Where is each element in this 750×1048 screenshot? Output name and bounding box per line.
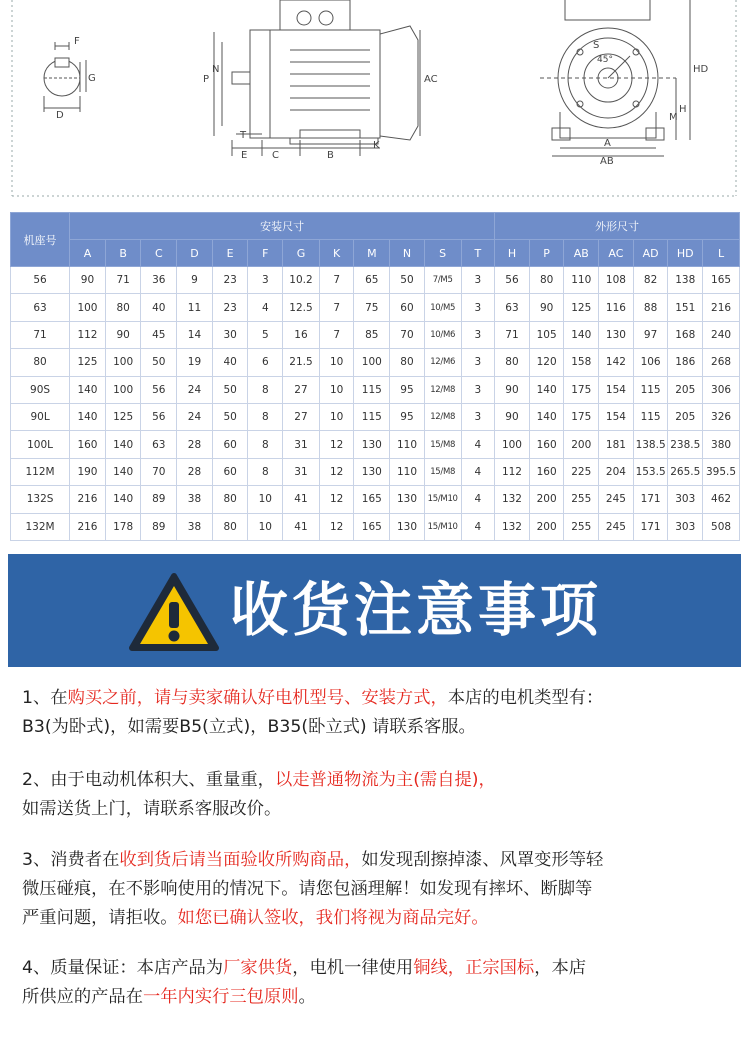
table-cell: 110 bbox=[564, 267, 599, 294]
table-cell: 56 bbox=[495, 267, 530, 294]
table-cell: 125 bbox=[564, 294, 599, 321]
table-cell: 80 bbox=[105, 294, 141, 321]
notice-text: ，电机一律使用 bbox=[292, 958, 414, 978]
notice-line bbox=[22, 846, 742, 875]
table-cell: 154 bbox=[599, 403, 634, 430]
table-row bbox=[11, 294, 740, 321]
highlight-text: 收到货后请当面验收所购商品， bbox=[119, 850, 362, 870]
table-cell: 4 bbox=[461, 431, 495, 458]
table-cell: 175 bbox=[564, 376, 599, 403]
table-cell: 36 bbox=[141, 267, 177, 294]
highlight-text: 厂家供货 bbox=[223, 958, 293, 978]
table-cell: 326 bbox=[703, 403, 740, 430]
table-cell: 245 bbox=[599, 513, 634, 540]
notice-item-4 bbox=[22, 954, 742, 1012]
table-cell: 65 bbox=[354, 267, 390, 294]
label-k: K bbox=[373, 140, 380, 151]
table-cell: 108 bbox=[599, 267, 634, 294]
table-cell: 7 bbox=[319, 267, 354, 294]
table-cell: 160 bbox=[529, 431, 564, 458]
table-row bbox=[11, 349, 740, 376]
table-row bbox=[11, 513, 740, 540]
table-cell: 24 bbox=[177, 403, 213, 430]
table-cell: 95 bbox=[390, 403, 425, 430]
table-cell: 115 bbox=[633, 403, 668, 430]
table-cell: 80 bbox=[495, 349, 530, 376]
label-e: E bbox=[241, 150, 248, 161]
highlight-text: 铜线，正宗国标 bbox=[413, 958, 535, 978]
motor-front-view bbox=[540, 0, 690, 156]
table-cell: 165 bbox=[354, 486, 390, 513]
table-cell: 125 bbox=[105, 403, 141, 430]
notice-item-2 bbox=[22, 766, 742, 824]
table-body bbox=[11, 267, 740, 541]
table-cell: 380 bbox=[703, 431, 740, 458]
table-cell: 158 bbox=[564, 349, 599, 376]
table-cell: 112 bbox=[70, 321, 106, 348]
table-cell: 140 bbox=[564, 321, 599, 348]
notice-line bbox=[22, 795, 742, 824]
table-cell: 80 bbox=[212, 513, 248, 540]
label-b: B bbox=[327, 150, 334, 161]
motor-drawing-svg bbox=[0, 0, 750, 210]
frame-cell: 132M bbox=[11, 513, 70, 540]
frame-cell: 71 bbox=[11, 321, 70, 348]
table-row bbox=[11, 458, 740, 485]
frame-cell: 90L bbox=[11, 403, 70, 430]
table-cell: 15/M8 bbox=[424, 458, 461, 485]
label-h: H bbox=[679, 104, 687, 115]
notice-text: 严重问题，请拒收。 bbox=[22, 908, 178, 928]
table-cell: 112 bbox=[495, 458, 530, 485]
table-cell: 24 bbox=[177, 376, 213, 403]
table-cell: 3 bbox=[248, 267, 283, 294]
table-cell: 8 bbox=[248, 458, 283, 485]
notice-line bbox=[22, 954, 742, 983]
table-cell: 21.5 bbox=[283, 349, 320, 376]
table-cell: 100 bbox=[495, 431, 530, 458]
table-cell: 3 bbox=[461, 267, 495, 294]
table-cell: 80 bbox=[390, 349, 425, 376]
table-cell: 89 bbox=[141, 513, 177, 540]
table-cell: 12 bbox=[319, 431, 354, 458]
table-cell: 171 bbox=[633, 486, 668, 513]
table-cell: 268 bbox=[703, 349, 740, 376]
column-header-s: S bbox=[424, 240, 461, 267]
highlight-text: 购买之前，请与卖家确认好电机型号、安装方式， bbox=[67, 688, 448, 708]
table-cell: 171 bbox=[633, 513, 668, 540]
table-cell: 190 bbox=[70, 458, 106, 485]
column-header-hd: HD bbox=[668, 240, 703, 267]
notice-text: 如发现刮擦掉漆、风罩变形等轻 bbox=[361, 850, 604, 870]
table-cell: 90 bbox=[495, 376, 530, 403]
table-cell: 200 bbox=[529, 486, 564, 513]
table-cell: 11 bbox=[177, 294, 213, 321]
table-cell: 40 bbox=[212, 349, 248, 376]
table-cell: 50 bbox=[141, 349, 177, 376]
table-cell: 23 bbox=[212, 294, 248, 321]
table-cell: 60 bbox=[390, 294, 425, 321]
label-d: D bbox=[56, 110, 64, 121]
outline-dimensions-header: 外形尺寸 bbox=[495, 213, 740, 240]
table-cell: 245 bbox=[599, 486, 634, 513]
warning-triangle-icon bbox=[128, 572, 220, 652]
table-cell: 7 bbox=[319, 294, 354, 321]
table-cell: 8 bbox=[248, 431, 283, 458]
table-cell: 205 bbox=[668, 376, 703, 403]
table-cell: 14 bbox=[177, 321, 213, 348]
table-cell: 15/M8 bbox=[424, 431, 461, 458]
table-cell: 462 bbox=[703, 486, 740, 513]
table-cell: 255 bbox=[564, 486, 599, 513]
column-header-e: E bbox=[212, 240, 248, 267]
table-cell: 27 bbox=[283, 403, 320, 430]
table-cell: 28 bbox=[177, 458, 213, 485]
notice-text: 。 bbox=[298, 987, 316, 1007]
table-cell: 27 bbox=[283, 376, 320, 403]
table-cell: 395.5 bbox=[703, 458, 740, 485]
column-header-a: A bbox=[70, 240, 106, 267]
column-header-p: P bbox=[529, 240, 564, 267]
table-cell: 3 bbox=[461, 349, 495, 376]
table-cell: 5 bbox=[248, 321, 283, 348]
table-cell: 160 bbox=[70, 431, 106, 458]
notice-text: B3(为卧式)，如需要B5(立式)，B35(卧立式) 请联系客服。 bbox=[22, 717, 476, 737]
notice-line bbox=[22, 766, 742, 795]
table-cell: 10 bbox=[319, 376, 354, 403]
table-cell: 70 bbox=[141, 458, 177, 485]
table-cell: 100 bbox=[105, 376, 141, 403]
table-cell: 225 bbox=[564, 458, 599, 485]
table-cell: 41 bbox=[283, 513, 320, 540]
table-cell: 3 bbox=[461, 321, 495, 348]
table-cell: 140 bbox=[70, 376, 106, 403]
label-n: N bbox=[212, 64, 220, 75]
table-cell: 306 bbox=[703, 376, 740, 403]
table-cell: 181 bbox=[599, 431, 634, 458]
table-cell: 90 bbox=[105, 321, 141, 348]
table-cell: 10 bbox=[248, 486, 283, 513]
table-cell: 56 bbox=[141, 376, 177, 403]
table-cell: 140 bbox=[105, 458, 141, 485]
table-cell: 80 bbox=[212, 486, 248, 513]
notice-text: 本店的电机类型有： bbox=[447, 688, 604, 708]
table-cell: 50 bbox=[390, 267, 425, 294]
table-cell: 97 bbox=[633, 321, 668, 348]
table-cell: 45 bbox=[141, 321, 177, 348]
table-cell: 115 bbox=[354, 376, 390, 403]
table-cell: 178 bbox=[105, 513, 141, 540]
table-cell: 85 bbox=[354, 321, 390, 348]
table-cell: 12/M8 bbox=[424, 403, 461, 430]
table-cell: 28 bbox=[177, 431, 213, 458]
table-cell: 120 bbox=[529, 349, 564, 376]
table-cell: 168 bbox=[668, 321, 703, 348]
table-cell: 3 bbox=[461, 294, 495, 321]
table-cell: 100 bbox=[70, 294, 106, 321]
label-ac: AC bbox=[424, 74, 438, 85]
notice-text: 4、质量保证：本店产品为 bbox=[22, 958, 224, 978]
table-cell: 151 bbox=[668, 294, 703, 321]
notice-item-1 bbox=[22, 684, 742, 742]
table-cell: 50 bbox=[212, 376, 248, 403]
label-a: A bbox=[604, 138, 611, 149]
label-t: T bbox=[240, 130, 247, 141]
table-cell: 70 bbox=[390, 321, 425, 348]
table-cell: 95 bbox=[390, 376, 425, 403]
table-cell: 303 bbox=[668, 486, 703, 513]
table-cell: 60 bbox=[212, 458, 248, 485]
notice-banner bbox=[8, 554, 741, 667]
install-dimensions-header: 安装尺寸 bbox=[70, 213, 495, 240]
notice-line bbox=[22, 983, 742, 1012]
table-cell: 7/M5 bbox=[424, 267, 461, 294]
column-header-g: G bbox=[283, 240, 320, 267]
table-cell: 40 bbox=[141, 294, 177, 321]
table-cell: 154 bbox=[599, 376, 634, 403]
table-cell: 19 bbox=[177, 349, 213, 376]
notice-text: 所供应的产品在 bbox=[22, 987, 143, 1007]
table-cell: 130 bbox=[390, 513, 425, 540]
shaft-key-detail bbox=[44, 42, 86, 112]
table-cell: 71 bbox=[105, 267, 141, 294]
notice-text: 1、在 bbox=[22, 688, 68, 708]
column-header-ad: AD bbox=[633, 240, 668, 267]
table-cell: 10/M6 bbox=[424, 321, 461, 348]
column-header-row bbox=[11, 240, 740, 267]
table-cell: 80 bbox=[529, 267, 564, 294]
frame-cell: 80 bbox=[11, 349, 70, 376]
table-cell: 10 bbox=[319, 349, 354, 376]
table-cell: 110 bbox=[390, 431, 425, 458]
table-cell: 3 bbox=[461, 403, 495, 430]
notice-text: 微压碰痕，在不影响使用的情况下。请您包涵理解！如发现有摔坏、断脚等 bbox=[22, 879, 593, 899]
table-cell: 38 bbox=[177, 486, 213, 513]
table-cell: 130 bbox=[354, 431, 390, 458]
table-cell: 60 bbox=[212, 431, 248, 458]
notice-line bbox=[22, 904, 742, 933]
column-header-b: B bbox=[105, 240, 141, 267]
table-cell: 125 bbox=[70, 349, 106, 376]
table-cell: 31 bbox=[283, 431, 320, 458]
table-cell: 240 bbox=[703, 321, 740, 348]
table-cell: 238.5 bbox=[668, 431, 703, 458]
table-cell: 88 bbox=[633, 294, 668, 321]
table-cell: 116 bbox=[599, 294, 634, 321]
column-header-f: F bbox=[248, 240, 283, 267]
table-cell: 130 bbox=[390, 486, 425, 513]
table-cell: 200 bbox=[529, 513, 564, 540]
table-cell: 12 bbox=[319, 486, 354, 513]
table-cell: 140 bbox=[105, 486, 141, 513]
header-group-row bbox=[11, 213, 740, 240]
table-cell: 200 bbox=[564, 431, 599, 458]
table-cell: 105 bbox=[529, 321, 564, 348]
table-cell: 50 bbox=[212, 403, 248, 430]
frame-header: 机座号 bbox=[11, 213, 70, 267]
table-cell: 8 bbox=[248, 376, 283, 403]
table-cell: 71 bbox=[495, 321, 530, 348]
table-cell: 10.2 bbox=[283, 267, 320, 294]
table-cell: 89 bbox=[141, 486, 177, 513]
frame-cell: 100L bbox=[11, 431, 70, 458]
frame-cell: 63 bbox=[11, 294, 70, 321]
table-cell: 140 bbox=[105, 431, 141, 458]
table-cell: 4 bbox=[461, 458, 495, 485]
table-cell: 90 bbox=[495, 403, 530, 430]
table-cell: 10/M5 bbox=[424, 294, 461, 321]
table-cell: 12/M6 bbox=[424, 349, 461, 376]
table-row bbox=[11, 321, 740, 348]
table-cell: 16 bbox=[283, 321, 320, 348]
table-cell: 165 bbox=[703, 267, 740, 294]
table-cell: 9 bbox=[177, 267, 213, 294]
frame-cell: 56 bbox=[11, 267, 70, 294]
table-cell: 175 bbox=[564, 403, 599, 430]
table-cell: 138 bbox=[668, 267, 703, 294]
table-cell: 23 bbox=[212, 267, 248, 294]
table-cell: 4 bbox=[461, 486, 495, 513]
table-cell: 204 bbox=[599, 458, 634, 485]
table-row bbox=[11, 486, 740, 513]
table-cell: 100 bbox=[354, 349, 390, 376]
dimension-drawings bbox=[0, 0, 750, 210]
notice-line bbox=[22, 684, 742, 713]
table-cell: 115 bbox=[633, 376, 668, 403]
table-cell: 4 bbox=[248, 294, 283, 321]
table-cell: 82 bbox=[633, 267, 668, 294]
label-g: G bbox=[88, 73, 96, 84]
label-f: F bbox=[74, 36, 80, 47]
table-cell: 90 bbox=[70, 267, 106, 294]
label-ab: AB bbox=[600, 156, 614, 167]
notice-line bbox=[22, 713, 742, 742]
column-header-n: N bbox=[390, 240, 425, 267]
table-cell: 508 bbox=[703, 513, 740, 540]
frame-cell: 132S bbox=[11, 486, 70, 513]
table-cell: 12 bbox=[319, 458, 354, 485]
table-cell: 140 bbox=[529, 376, 564, 403]
table-cell: 12.5 bbox=[283, 294, 320, 321]
table-cell: 216 bbox=[70, 513, 106, 540]
frame-cell: 90S bbox=[11, 376, 70, 403]
table-cell: 132 bbox=[495, 513, 530, 540]
table-cell: 15/M10 bbox=[424, 513, 461, 540]
column-header-k: K bbox=[319, 240, 354, 267]
highlight-text: 以走普通物流为主(需自提)， bbox=[274, 770, 496, 790]
table-cell: 132 bbox=[495, 486, 530, 513]
table-cell: 6 bbox=[248, 349, 283, 376]
table-cell: 30 bbox=[212, 321, 248, 348]
table-cell: 90 bbox=[529, 294, 564, 321]
table-cell: 303 bbox=[668, 513, 703, 540]
banner-title: 收货注意事项 bbox=[230, 576, 603, 644]
notice-text: 如需送货上门，请联系客服改价。 bbox=[22, 799, 282, 819]
table-row bbox=[11, 267, 740, 294]
table-cell: 4 bbox=[461, 513, 495, 540]
table-cell: 63 bbox=[495, 294, 530, 321]
table-cell: 56 bbox=[141, 403, 177, 430]
label-s: S bbox=[593, 40, 600, 51]
column-header-ab: AB bbox=[564, 240, 599, 267]
table-cell: 153.5 bbox=[633, 458, 668, 485]
table-header bbox=[11, 213, 740, 267]
table-cell: 10 bbox=[319, 403, 354, 430]
column-header-h: H bbox=[495, 240, 530, 267]
table-cell: 165 bbox=[354, 513, 390, 540]
table-cell: 100 bbox=[105, 349, 141, 376]
table-cell: 38 bbox=[177, 513, 213, 540]
table-cell: 142 bbox=[599, 349, 634, 376]
table-cell: 3 bbox=[461, 376, 495, 403]
table-cell: 106 bbox=[633, 349, 668, 376]
table-cell: 140 bbox=[70, 403, 106, 430]
column-header-t: T bbox=[461, 240, 495, 267]
table-cell: 12/M8 bbox=[424, 376, 461, 403]
table-cell: 140 bbox=[529, 403, 564, 430]
label-angle: 45° bbox=[597, 55, 613, 65]
table-cell: 186 bbox=[668, 349, 703, 376]
table-row bbox=[11, 376, 740, 403]
table-cell: 138.5 bbox=[633, 431, 668, 458]
label-hd: HD bbox=[693, 64, 709, 75]
table-cell: 63 bbox=[141, 431, 177, 458]
table-cell: 130 bbox=[354, 458, 390, 485]
column-header-m: M bbox=[354, 240, 390, 267]
highlight-text: 如您已确认签收，我们将视为商品完好。 bbox=[177, 908, 489, 928]
table-cell: 216 bbox=[70, 486, 106, 513]
table-cell: 7 bbox=[319, 321, 354, 348]
highlight-text: 一年内实行三包原则 bbox=[142, 987, 299, 1007]
table-cell: 41 bbox=[283, 486, 320, 513]
table-cell: 205 bbox=[668, 403, 703, 430]
column-header-l: L bbox=[703, 240, 740, 267]
table-cell: 75 bbox=[354, 294, 390, 321]
label-c: C bbox=[272, 150, 279, 161]
notice-text: ，本店 bbox=[534, 958, 587, 978]
table-cell: 110 bbox=[390, 458, 425, 485]
table-cell: 265.5 bbox=[668, 458, 703, 485]
table-row bbox=[11, 431, 740, 458]
table-cell: 15/M10 bbox=[424, 486, 461, 513]
table-cell: 8 bbox=[248, 403, 283, 430]
frame-cell: 112M bbox=[11, 458, 70, 485]
dimension-table bbox=[10, 212, 740, 541]
notice-item-3 bbox=[22, 846, 742, 933]
table-cell: 255 bbox=[564, 513, 599, 540]
label-m: M bbox=[669, 112, 678, 123]
column-header-c: C bbox=[141, 240, 177, 267]
table-cell: 115 bbox=[354, 403, 390, 430]
table-cell: 160 bbox=[529, 458, 564, 485]
notice-line bbox=[22, 875, 742, 904]
table-cell: 130 bbox=[599, 321, 634, 348]
table-cell: 216 bbox=[703, 294, 740, 321]
column-header-ac: AC bbox=[599, 240, 634, 267]
label-p: P bbox=[203, 74, 210, 85]
table-row bbox=[11, 403, 740, 430]
table-cell: 10 bbox=[248, 513, 283, 540]
notice-text: 2、由于电动机体积大、重量重， bbox=[22, 770, 275, 790]
notice-text: 3、消费者在 bbox=[22, 850, 120, 870]
column-header-d: D bbox=[177, 240, 213, 267]
table-cell: 31 bbox=[283, 458, 320, 485]
table-cell: 12 bbox=[319, 513, 354, 540]
